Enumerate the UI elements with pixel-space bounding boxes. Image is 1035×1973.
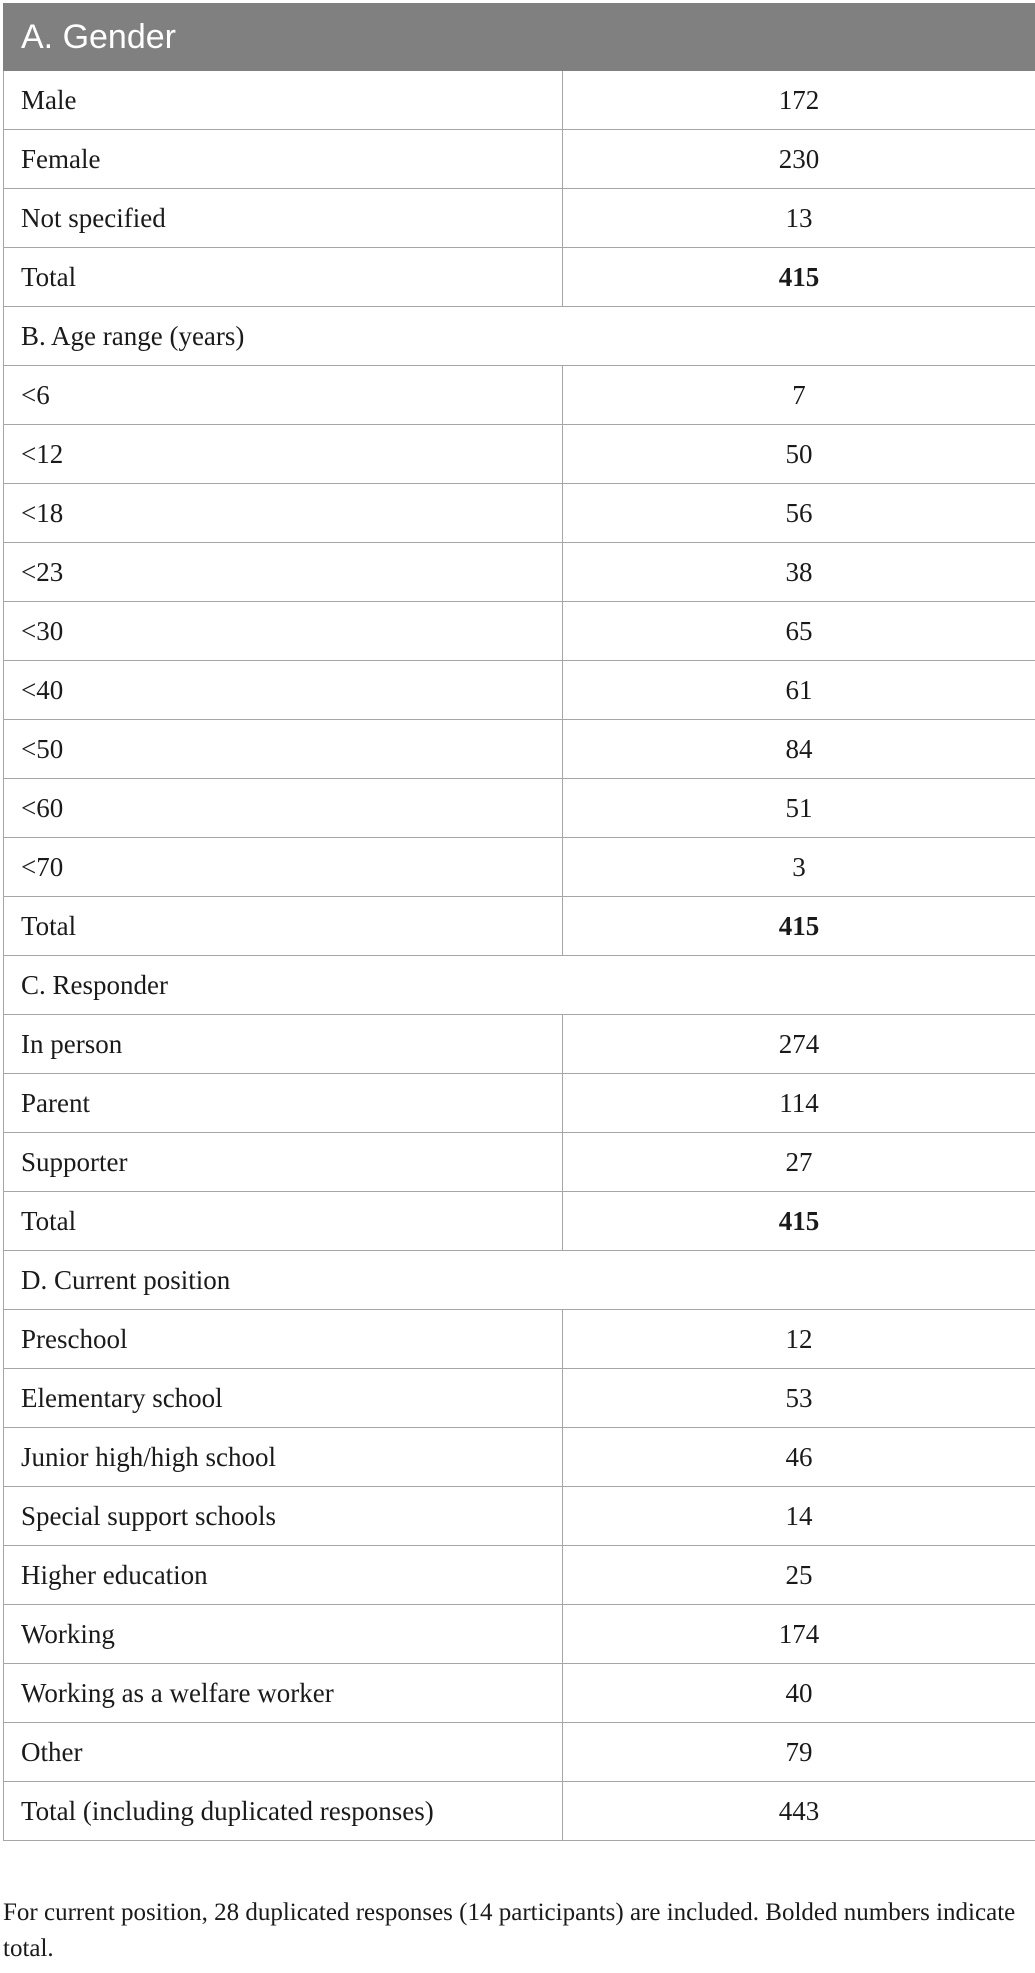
table-row <box>4 661 1035 720</box>
row-label: Preschool <box>4 1310 563 1369</box>
row-value: 65 <box>563 602 1035 661</box>
table-header-row <box>4 4 1035 71</box>
table-row <box>4 1664 1035 1723</box>
row-label: In person <box>4 1015 563 1074</box>
row-value: 3 <box>563 838 1035 897</box>
section-b-title: B. Age range (years) <box>4 307 1035 366</box>
table-footnote: For current position, 28 duplicated responses (14 participants) are included. Bolded numbers indicate total. <box>3 1899 1016 1962</box>
row-label: <60 <box>4 779 563 838</box>
row-value: 61 <box>563 661 1035 720</box>
section-c-title: C. Responder <box>4 956 1035 1015</box>
table-row <box>4 189 1035 248</box>
row-value: 172 <box>563 71 1035 130</box>
row-label: Total <box>4 1192 563 1251</box>
table-row <box>4 838 1035 897</box>
row-value: 174 <box>563 1605 1035 1664</box>
row-value: 14 <box>563 1487 1035 1546</box>
row-value: 13 <box>563 189 1035 248</box>
row-label: Working <box>4 1605 563 1664</box>
table-row <box>4 1015 1035 1074</box>
row-value-total: 415 <box>563 248 1035 307</box>
row-value: 50 <box>563 425 1035 484</box>
row-label: Supporter <box>4 1133 563 1192</box>
table-row <box>4 130 1035 189</box>
demographics-table <box>3 3 1035 1841</box>
row-value: 38 <box>563 543 1035 602</box>
table-row <box>4 779 1035 838</box>
row-label: Parent <box>4 1074 563 1133</box>
row-value-total: 415 <box>563 1192 1035 1251</box>
row-value: 25 <box>563 1546 1035 1605</box>
row-label: Male <box>4 71 563 130</box>
row-value: 27 <box>563 1133 1035 1192</box>
table-row <box>4 1546 1035 1605</box>
section-d-title: D. Current position <box>4 1251 1035 1310</box>
section-row <box>4 956 1035 1015</box>
row-label: Elementary school <box>4 1369 563 1428</box>
data-table <box>3 3 1035 1841</box>
row-label: Special support schools <box>4 1487 563 1546</box>
section-a-title: A. Gender <box>4 4 1035 71</box>
table-row <box>4 1428 1035 1487</box>
row-value: 51 <box>563 779 1035 838</box>
table-row <box>4 71 1035 130</box>
table-row <box>4 1133 1035 1192</box>
row-value: 7 <box>563 366 1035 425</box>
row-label: Not specified <box>4 189 563 248</box>
table-row-total <box>4 1192 1035 1251</box>
row-value-total: 415 <box>563 897 1035 956</box>
table-row <box>4 602 1035 661</box>
row-label: Working as a welfare worker <box>4 1664 563 1723</box>
table-row <box>4 1310 1035 1369</box>
row-value: 230 <box>563 130 1035 189</box>
table-row <box>4 720 1035 779</box>
row-label: Female <box>4 130 563 189</box>
row-label: <23 <box>4 543 563 602</box>
section-row <box>4 1251 1035 1310</box>
table-row-total <box>4 248 1035 307</box>
table-row <box>4 366 1035 425</box>
row-value: 12 <box>563 1310 1035 1369</box>
row-value: 114 <box>563 1074 1035 1133</box>
row-value: 40 <box>563 1664 1035 1723</box>
table-row <box>4 425 1035 484</box>
table-row <box>4 543 1035 602</box>
row-value: 46 <box>563 1428 1035 1487</box>
table-row <box>4 1487 1035 1546</box>
row-label: <70 <box>4 838 563 897</box>
section-row <box>4 307 1035 366</box>
row-value: 53 <box>563 1369 1035 1428</box>
table-row <box>4 1074 1035 1133</box>
table-row <box>4 1605 1035 1664</box>
row-label: Other <box>4 1723 563 1782</box>
row-label: Total <box>4 897 563 956</box>
row-label: <30 <box>4 602 563 661</box>
row-value: 274 <box>563 1015 1035 1074</box>
table-row-total <box>4 1782 1035 1841</box>
row-value-total: 443 <box>563 1782 1035 1841</box>
table-row <box>4 1723 1035 1782</box>
row-label: Total <box>4 248 563 307</box>
row-label: <40 <box>4 661 563 720</box>
row-label: <50 <box>4 720 563 779</box>
table-row <box>4 484 1035 543</box>
row-label: <18 <box>4 484 563 543</box>
row-label: <6 <box>4 366 563 425</box>
row-value: 56 <box>563 484 1035 543</box>
row-value: 79 <box>563 1723 1035 1782</box>
row-label: Total (including duplicated responses) <box>4 1782 563 1841</box>
row-label: Junior high/high school <box>4 1428 563 1487</box>
table-row-total <box>4 897 1035 956</box>
table-row <box>4 1369 1035 1428</box>
row-label: Higher education <box>4 1546 563 1605</box>
row-value: 84 <box>563 720 1035 779</box>
row-label: <12 <box>4 425 563 484</box>
